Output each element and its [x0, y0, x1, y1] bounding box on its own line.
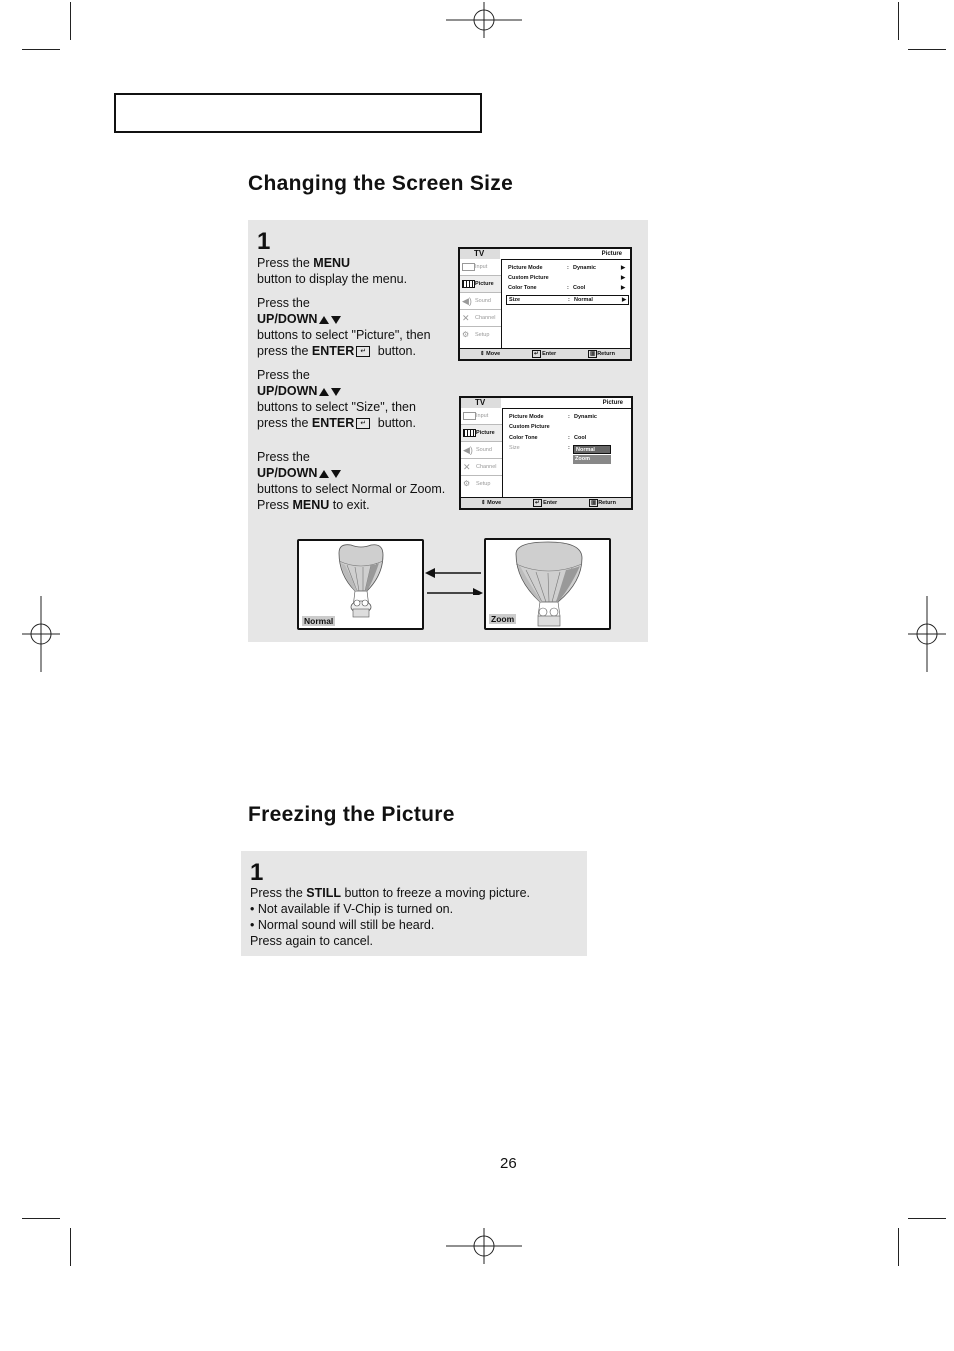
registration-mark-icon [446, 2, 522, 38]
crop-mark [22, 49, 60, 50]
sidebar-item-sound: ◀) Sound [461, 442, 502, 459]
normal-label: Normal [304, 616, 334, 626]
instruction-paragraph: Press the MENU button to display the menu. [257, 256, 408, 286]
tv-label: TV [461, 398, 501, 408]
menu-header: Picture [601, 251, 622, 257]
registration-mark-icon [446, 1228, 522, 1264]
enter-hint: ↵ Enter [534, 351, 557, 357]
menu-row-size: Size : [509, 445, 570, 451]
up-arrow-icon [319, 470, 329, 478]
sidebar-item-channel: ✕ Channel [460, 310, 501, 327]
return-icon: ▥ [590, 351, 596, 357]
enter-hint: ↵ Enter [535, 500, 558, 506]
zoom-label: Zoom [491, 614, 515, 624]
return-icon: ▥ [591, 500, 597, 506]
instruction-panel-freeze [241, 851, 587, 956]
registration-mark-icon [908, 596, 946, 672]
input-icon [462, 263, 475, 271]
instruction-paragraph: Press the UP/DOWN buttons to select "Size", then press the ENTER ↵ button. [257, 368, 416, 430]
enter-icon: ↵ [535, 500, 540, 506]
tv-label: TV [460, 249, 500, 259]
registration-mark-icon [22, 596, 60, 672]
menu-row-size: Size : Normal ▶ [506, 295, 629, 305]
menu-row-color-tone: Color Tone : Cool [509, 435, 587, 441]
setup-icon: ⚙ [462, 330, 470, 339]
crop-mark [908, 1218, 946, 1219]
sidebar-item-input: Input [461, 408, 502, 425]
down-arrow-icon [331, 388, 341, 396]
sidebar-item-picture: Picture [461, 425, 502, 442]
header-box [114, 93, 482, 133]
sidebar-item-sound: ◀) Sound [460, 293, 501, 310]
menu-row-custom-picture: Custom Picture ▶ [508, 275, 626, 281]
zoom-picture-illustration [484, 538, 611, 630]
menu-header: Picture [602, 400, 623, 406]
crop-mark [898, 2, 899, 40]
sidebar-item-setup: ⚙ Setup [463, 479, 491, 488]
updown-icon: ⇕ [481, 500, 486, 506]
menu-row-picture-mode: Picture Mode : Dynamic [509, 414, 597, 420]
picture-icon [462, 280, 475, 288]
return-hint: ▥ Return [590, 351, 615, 357]
up-arrow-icon [319, 388, 329, 396]
down-arrow-icon [331, 316, 341, 324]
size-option-normal: Normal [573, 445, 611, 454]
step-number: 1 [250, 859, 264, 886]
normal-picture-illustration [297, 539, 424, 630]
menu-footer [460, 348, 630, 359]
input-icon [463, 412, 476, 420]
crop-mark [70, 1228, 71, 1266]
instruction-paragraph: Press the STILL button to freeze a moving picture. • Not available if V-Chip is turned on. • Normal sound will still be heard. Press again to cancel. [250, 886, 530, 948]
instruction-paragraph: Press the UP/DOWN buttons to select Normal or Zoom. Press MENU to exit. [257, 450, 446, 512]
section-title-freeze: Freezing the Picture [248, 803, 455, 826]
move-hint: ⇕ Move [480, 351, 501, 357]
move-hint: ⇕ Move [481, 500, 502, 506]
sidebar-item-picture: Picture [460, 276, 501, 293]
crop-mark [898, 1228, 899, 1266]
sidebar-item-input: Input [460, 259, 501, 276]
antenna-icon: ✕ [462, 313, 470, 323]
down-arrow-icon [331, 470, 341, 478]
picture-icon [463, 429, 476, 437]
hot-air-balloon-icon [299, 541, 422, 628]
menu-row-custom-picture: Custom Picture [509, 424, 550, 430]
updown-icon: ⇕ [480, 351, 485, 357]
size-option-zoom: Zoom [573, 455, 611, 464]
speaker-icon: ◀) [462, 296, 472, 306]
step-number: 1 [257, 228, 271, 255]
sidebar-item-channel: ✕ Channel [461, 459, 502, 476]
enter-icon: ↵ [356, 418, 370, 429]
up-arrow-icon [319, 316, 329, 324]
crop-mark [22, 1218, 60, 1219]
instruction-paragraph: Press the UP/DOWN buttons to select "Picture", then press the ENTER ↵ button. [257, 296, 431, 358]
instruction-panel-screen-size [248, 220, 648, 642]
sidebar-item-setup: ⚙ Setup [462, 330, 490, 339]
antenna-icon: ✕ [463, 462, 471, 472]
crop-mark [70, 2, 71, 40]
tv-menu-screen [458, 247, 632, 361]
menu-footer [461, 497, 631, 508]
enter-icon: ↵ [356, 346, 370, 357]
return-hint: ▥ Return [591, 500, 616, 506]
double-arrow-icon [425, 565, 485, 595]
menu-row-color-tone: Color Tone : Cool ▶ [508, 285, 626, 291]
speaker-icon: ◀) [463, 445, 473, 455]
menu-sidebar [460, 259, 502, 348]
section-title-screen-size: Changing the Screen Size [248, 172, 514, 195]
menu-row-picture-mode: Picture Mode : Dynamic ▶ [508, 265, 626, 271]
crop-mark [908, 49, 946, 50]
tv-menu-screen-size-options [459, 396, 633, 510]
menu-sidebar [461, 408, 503, 497]
enter-icon: ↵ [534, 351, 539, 357]
page-number: 26 [500, 1155, 517, 1172]
setup-icon: ⚙ [463, 479, 471, 488]
